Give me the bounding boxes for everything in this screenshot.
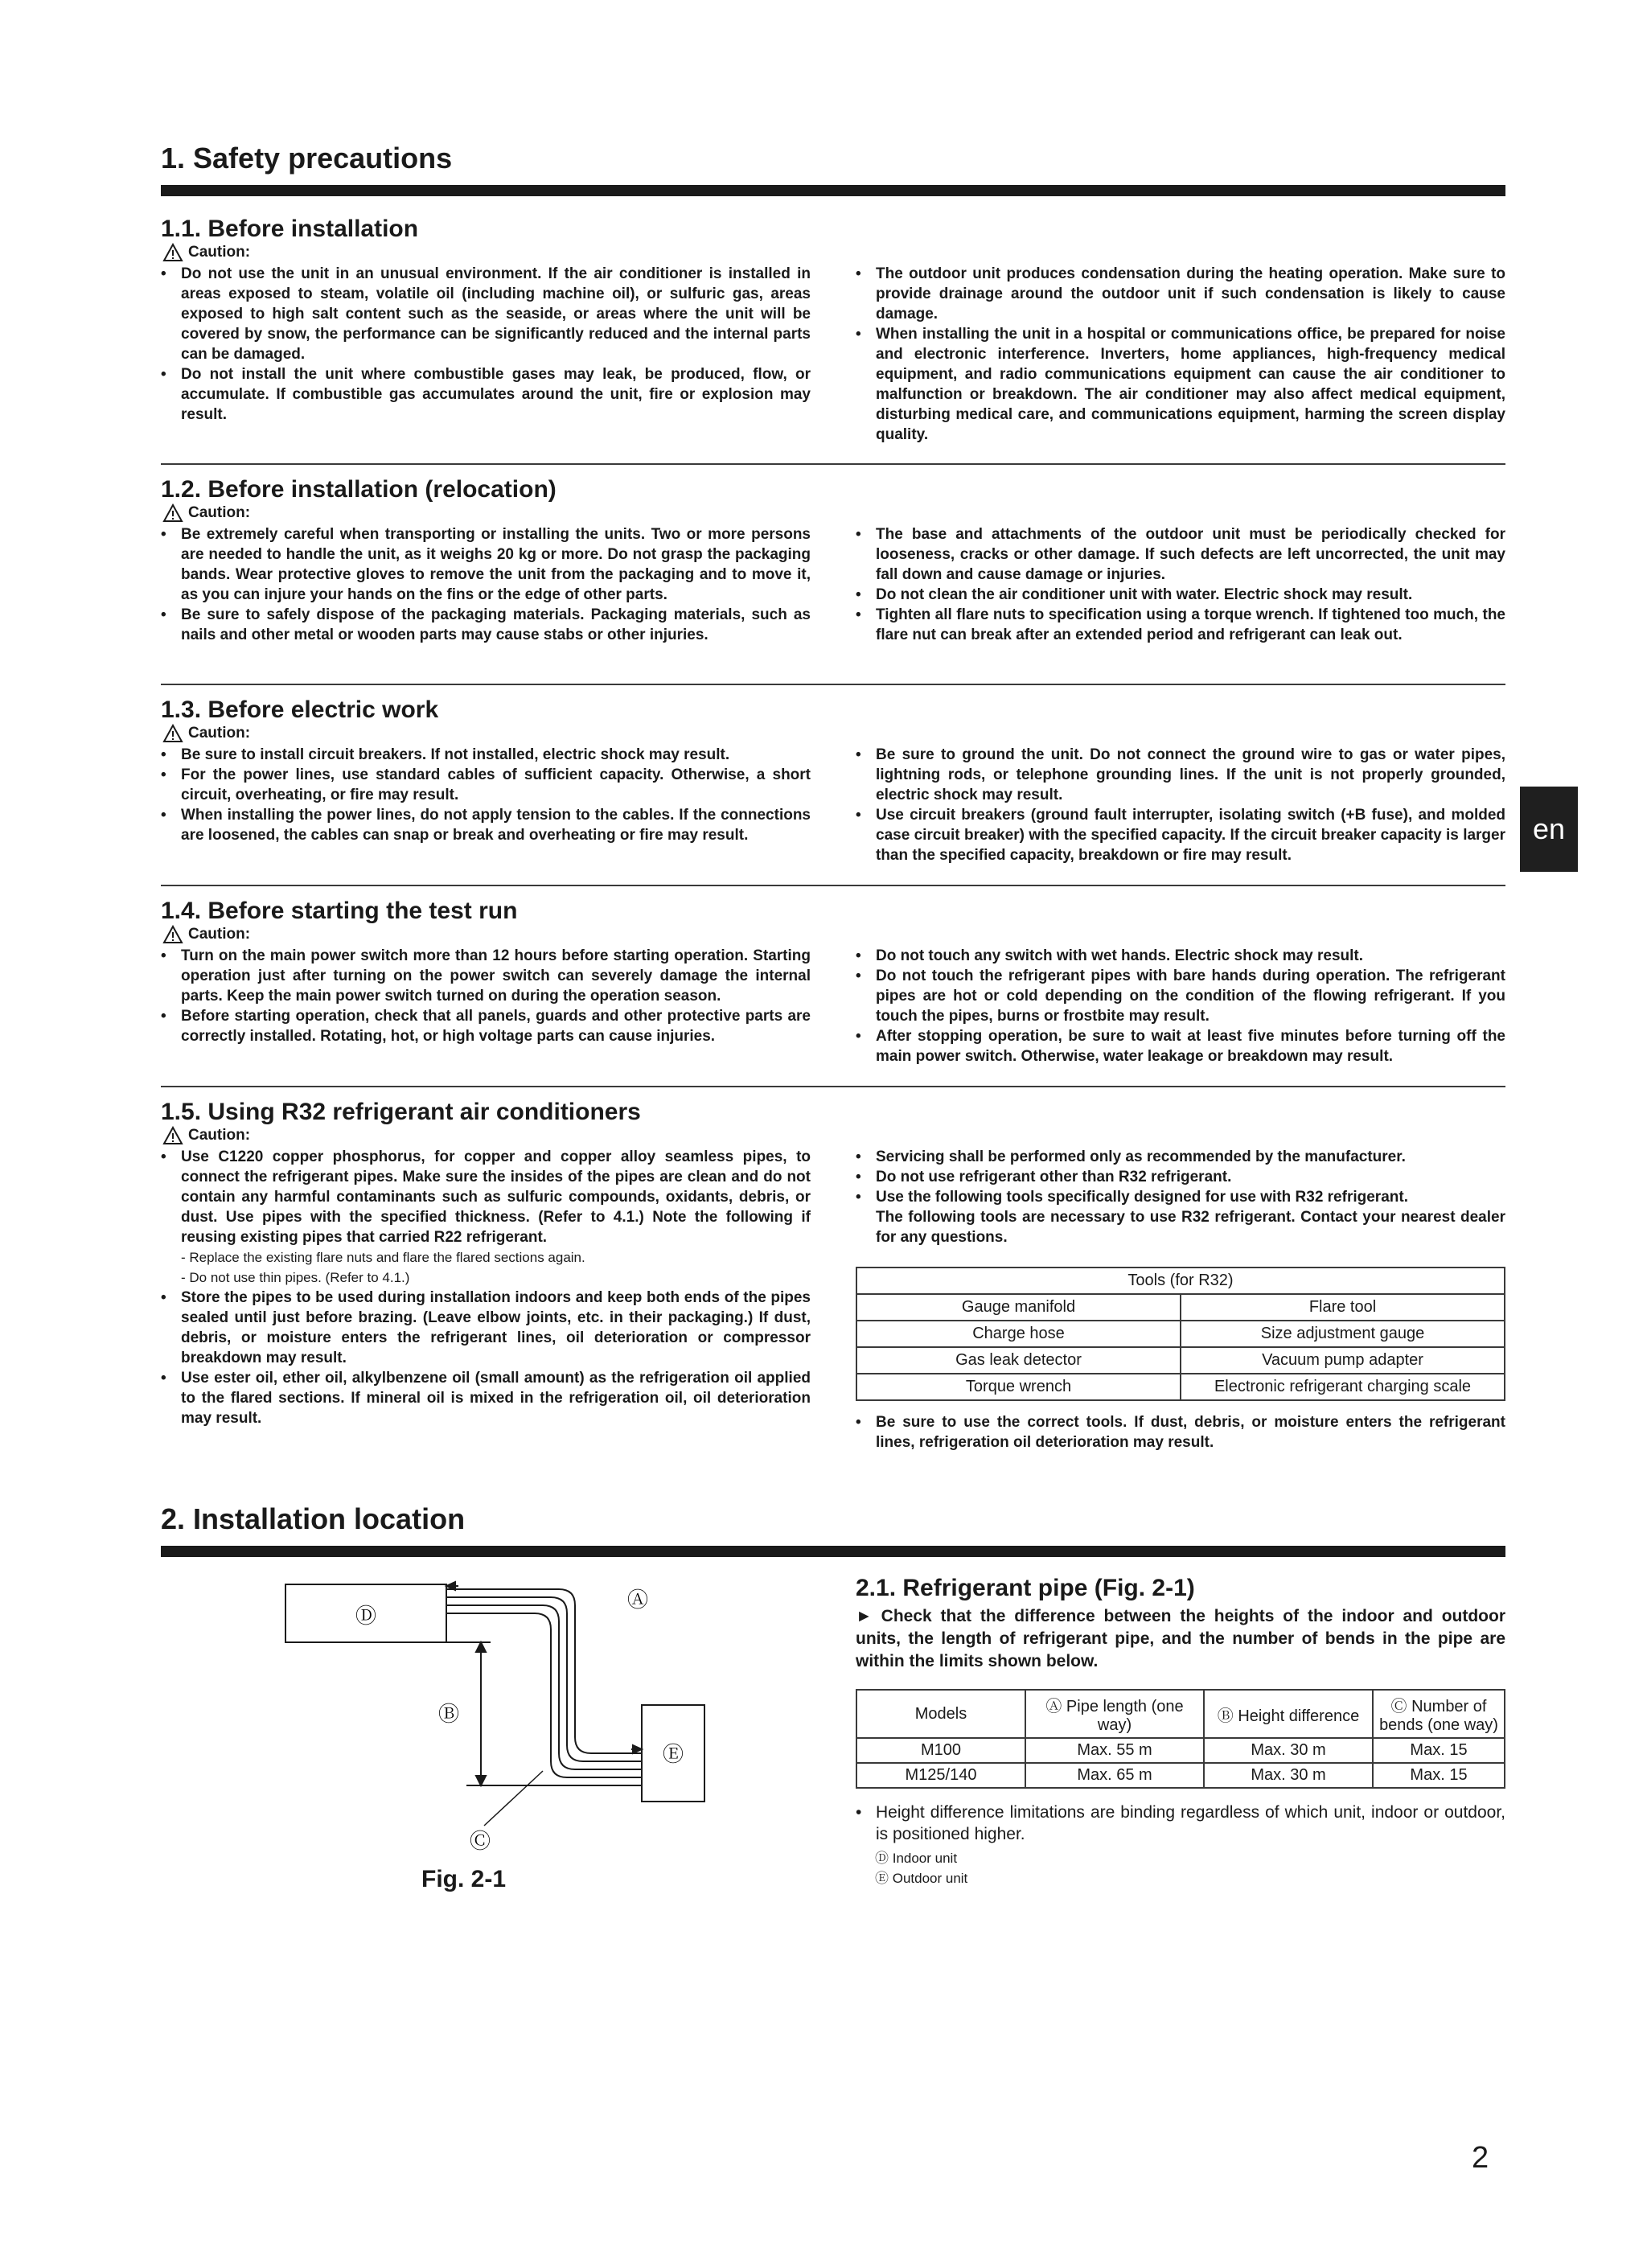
table-cell: Max. 15: [1373, 1763, 1505, 1788]
table-cell: Torque wrench: [856, 1374, 1181, 1400]
legend-indoor: Ⓓ Indoor unit: [875, 1851, 958, 1866]
table-cell: M100: [856, 1738, 1025, 1763]
s12-left: [161, 524, 811, 645]
list-item: • Use circuit breakers (ground fault interrupter, isolating switch (+B fuse), and molded case circuit breaker) with the specified capacity. If the circuit breaker capacity is larger than the specified capacity, breakdown or fire may result.: [856, 805, 1505, 865]
list-item: • Be sure to safely dispose of the packaging materials. Packaging materials, such as nails and other metal or wooden parts may cause stabs or other injuries.: [161, 605, 811, 645]
s15-left: [161, 1147, 811, 1428]
table-cell: Vacuum pump adapter: [1181, 1347, 1505, 1374]
list-item: • Tighten all flare nuts to specification using a torque wrench. If tightened too much, the flare nut can break after an extended period and refrigerant can leak out.: [856, 605, 1505, 645]
list-note: - Replace the existing flare nuts and flare the flared sections again.: [181, 1250, 585, 1265]
caution-1-3: [162, 724, 250, 743]
label-b: Ⓑ: [438, 1703, 460, 1727]
list-item: • Store the pipes to be used during installation indoors and keep both ends of the pipes sealed until just before brazing. (Leave elbow joints, etc. in their packaging.) If dust, debris, or moisture enters the refrigerant lines, oil deterioration or compressor breakdown may result.: [161, 1288, 811, 1368]
legend: [875, 1848, 967, 1888]
pipe-length-arrows: [446, 1582, 642, 1753]
section-title: 1. Safety precautions: [161, 142, 453, 175]
table-header: Ⓑ Height difference: [1204, 1690, 1373, 1738]
caution-1-2: [162, 503, 250, 523]
divider: [161, 885, 1505, 886]
table-row: [856, 1294, 1505, 1321]
table-row: [856, 1763, 1505, 1788]
fig-2-1-diagram: [273, 1568, 724, 1866]
table-cell: Electronic refrigerant charging scale: [1181, 1374, 1505, 1400]
s11-left: [161, 264, 811, 425]
pipe-limits-table: [856, 1689, 1505, 1789]
title-rule: [161, 185, 1505, 196]
caution-label: Caution:: [188, 244, 251, 261]
heading-1-1: 1.1. Before installation: [161, 216, 419, 242]
list-item: • When installing the unit in a hospital or communications office, be prepared for noise and electronic interference. Inverters, home appliances, high-frequency medical equipment, and radio communications equipment can cause the air conditioner to malfunction or breakdown. The air conditioner may also affect medical equipment, disturbing medical care, and communications equipment, harming the screen display quality.: [856, 324, 1505, 445]
list-item: • Be sure to install circuit breakers. If not installed, electric shock may result.: [161, 745, 811, 765]
caution-label: Caution:: [188, 725, 251, 742]
caution-label: Caution:: [188, 1127, 251, 1144]
caution-label: Caution:: [188, 926, 251, 943]
list-item: • For the power lines, use standard cables of sufficient capacity. Otherwise, a short circuit, overheating, or fire may result.: [161, 765, 811, 805]
list-item: • Servicing shall be performed only as recommended by the manufacturer.: [856, 1147, 1505, 1167]
warning-icon: [162, 243, 183, 262]
heading-1-4: 1.4. Before starting the test run: [161, 898, 518, 924]
section-title-2: 2. Installation location: [161, 1502, 466, 1535]
heading-1-2: 1.2. Before installation (relocation): [161, 476, 557, 503]
figure-caption: Fig. 2-1: [421, 1866, 507, 1892]
height-dimension: [446, 1642, 642, 1785]
table-cell: Flare tool: [1181, 1294, 1505, 1321]
list-item: • The outdoor unit produces condensation during the heating operation. Make sure to provide drainage around the outdoor unit if such condensation is likely to cause damage.: [856, 264, 1505, 324]
list-item: • Be sure to use the correct tools. If dust, debris, or moisture enters the refrigerant lines, refrigeration oil deterioration may result.: [856, 1412, 1505, 1452]
s14-left: [161, 946, 811, 1046]
tools-table: [856, 1267, 1505, 1401]
table-header: Ⓐ Pipe length (one way): [1025, 1690, 1204, 1738]
table-row: [856, 1374, 1505, 1400]
list-item: • Before starting operation, check that all panels, guards and other protective parts are correctly installed. Rotating, hot, or high voltage parts can cause injuries.: [161, 1006, 811, 1046]
s15-right: [856, 1147, 1505, 1452]
page-number: 2: [1472, 2141, 1489, 2175]
table-header: Ⓒ Number of bends (one way): [1373, 1690, 1505, 1738]
table-cell: Max. 55 m: [1025, 1738, 1204, 1763]
table-cell: M125/140: [856, 1763, 1025, 1788]
label-e: Ⓔ: [663, 1743, 684, 1767]
table-cell: Gas leak detector: [856, 1347, 1181, 1374]
label-a: Ⓐ: [627, 1588, 649, 1613]
list-note: - Do not use thin pipes. (Refer to 4.1.): [181, 1270, 410, 1285]
label-d: Ⓓ: [355, 1604, 377, 1629]
table-row: [856, 1738, 1505, 1763]
divider: [161, 463, 1505, 465]
warning-icon: [162, 503, 183, 523]
caution-1-4: [162, 925, 250, 944]
s12-right: [856, 524, 1505, 645]
legend-outdoor: Ⓔ Outdoor unit: [875, 1871, 968, 1886]
list-item: • Do not touch the refrigerant pipes with bare hands during operation. The refrigerant pipes are hot or cold depending on the condition of the flowing refrigerant. If you touch the pipes, burns or frostbite may result.: [856, 966, 1505, 1026]
list-item: • Be sure to ground the unit. Do not connect the ground wire to gas or water pipes, lightning rods, or telephone grounding lines. If the unit is not properly grounded, electric shock may result.: [856, 745, 1505, 805]
table-header: Models: [856, 1690, 1025, 1738]
table-cell: Max. 15: [1373, 1738, 1505, 1763]
s14-right: [856, 946, 1505, 1066]
heading-1-5: 1.5. Using R32 refrigerant air conditioners: [161, 1099, 641, 1125]
heading-1-3: 1.3. Before electric work: [161, 696, 439, 723]
list-item: • Do not use the unit in an unusual environment. If the air conditioner is installed in areas exposed to steam, volatile oil (including machine oil), or sulfuric gas, areas exposed to high salt content such as the seaside, or areas where the unit will be covered by snow, the performance can be significantly reduced and the internal parts can be damaged.: [161, 264, 811, 364]
heading-2-1: 2.1. Refrigerant pipe (Fig. 2-1): [856, 1575, 1195, 1601]
s21-intro: ► Check that the difference between the heights of the indoor and outdoor units, the length of refrigerant pipe, and the number of bends in the pipe are within the limits shown below.: [856, 1607, 1505, 1670]
table-cell: Max. 30 m: [1204, 1763, 1373, 1788]
table-cell: Gauge manifold: [856, 1294, 1181, 1321]
table-row: [856, 1347, 1505, 1374]
caution-1-5: [162, 1126, 250, 1145]
list-item-cont: The following tools are necessary to use R32 refrigerant. Contact your nearest dealer for any questions.: [876, 1209, 1505, 1246]
table-cell: Size adjustment gauge: [1181, 1321, 1505, 1347]
list-item: • Use C1220 copper phosphorus, for copper and copper alloy seamless pipes, to connect the refrigerant pipes. Make sure the insides of the pipes are clean and do not contain any harmful contaminants such as sulfuric compounds, oxidants, debris, or dust. Use pipes with the specified thickness. (Refer to 4.1.) Note the following if reusing existing pipes that carried R22 refrigerant.: [161, 1147, 811, 1247]
list-item: • When installing the power lines, do not apply tension to the cables. If the connections are loosened, the cables can snap or break and overheating or fire may result.: [161, 805, 811, 845]
height-note: • Height difference limitations are binding regardless of which unit, indoor or outdoor, is positioned higher.: [856, 1802, 1505, 1845]
language-tab: en: [1520, 787, 1578, 872]
s11-right: [856, 264, 1505, 445]
bend-leader: [484, 1771, 543, 1826]
list-item: • Do not use refrigerant other than R32 refrigerant.: [856, 1167, 1505, 1187]
table-row: [856, 1321, 1505, 1347]
list-item: • Do not clean the air conditioner unit with water. Electric shock may result.: [856, 585, 1505, 605]
list-item: • The base and attachments of the outdoor unit must be periodically checked for looseness, cracks or other damage. If such defects are left uncorrected, the unit may fall down and cause damage or injuries.: [856, 524, 1505, 585]
table-cell: Max. 30 m: [1204, 1738, 1373, 1763]
s13-right: [856, 745, 1505, 865]
label-c: Ⓒ: [470, 1830, 491, 1854]
table-header-row: [856, 1690, 1505, 1738]
list-item: • Do not touch any switch with wet hands. Electric shock may result.: [856, 946, 1505, 966]
table-cell: Charge hose: [856, 1321, 1181, 1347]
title-rule: [161, 1546, 1505, 1557]
table-cell: Max. 65 m: [1025, 1763, 1204, 1788]
list-item: • Turn on the main power switch more than 12 hours before starting operation. Starting operation just after turning on the power switch can severely damage the internal parts. Keep the main power switch turned on during the operation season.: [161, 946, 811, 1006]
divider: [161, 684, 1505, 685]
caution-label: Caution:: [188, 504, 251, 521]
warning-icon: [162, 724, 183, 743]
list-item: • Use the following tools specifically designed for use with R32 refrigerant.: [856, 1187, 1505, 1207]
caution-1-1: [162, 243, 250, 262]
list-item: • Be extremely careful when transporting or installing the units. Two or more persons are needed to handle the unit, as it weighs 20 kg or more. Do not grasp the packaging bands. Wear protective gloves to remove the unit from the packaging and to move it, as you can injure your hands on the fins or the edge of other parts.: [161, 524, 811, 605]
list-item: • Do not install the unit where combustible gases may leak, be produced, flow, or accumulate. If combustible gas accumulates around the unit, fire or explosion may result.: [161, 364, 811, 425]
warning-icon: [162, 925, 183, 944]
divider: [161, 1086, 1505, 1087]
list-item: • Use ester oil, ether oil, alkylbenzene oil (small amount) as the refrigeration oil applied to the flared sections. If mineral oil is mixed in the refrigeration oil, oil deterioration may result.: [161, 1368, 811, 1428]
refrigerant-pipes: [446, 1589, 642, 1777]
warning-icon: [162, 1126, 183, 1145]
tools-table-title: Tools (for R32): [856, 1268, 1505, 1294]
s13-left: [161, 745, 811, 845]
list-item: • After stopping operation, be sure to wait at least five minutes before turning off the main power switch. Otherwise, water leakage or breakdown may result.: [856, 1026, 1505, 1066]
